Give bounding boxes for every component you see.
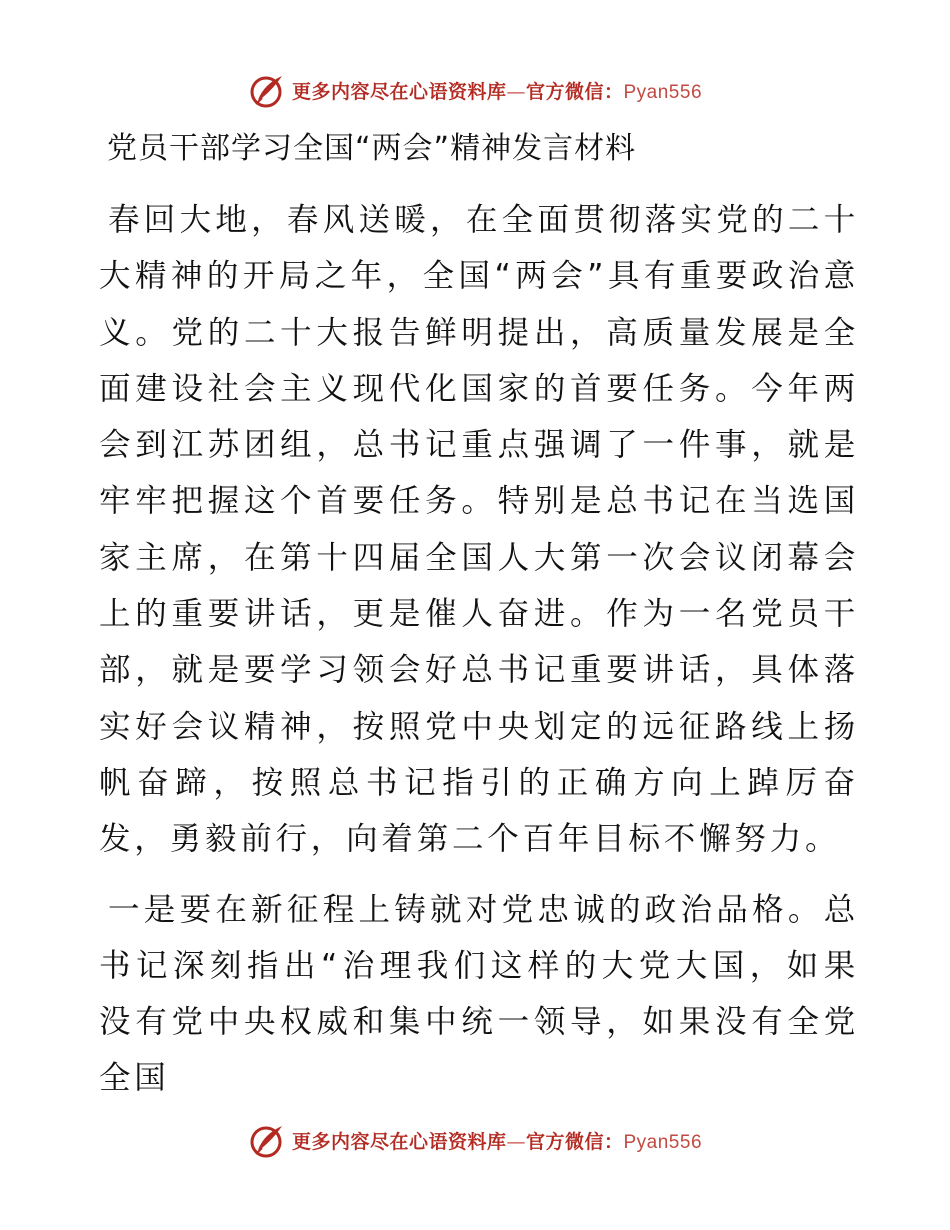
footer-watermark [0, 1118, 950, 1162]
watermark-site-text: 更多内容尽在心语资料库 [291, 1130, 507, 1153]
watermark-wechat-id: Pyan556 [623, 81, 703, 103]
watermark-separator: — [506, 80, 526, 103]
watermark-separator: — [506, 1130, 526, 1153]
watermark-text [292, 1127, 702, 1154]
paragraph-intro: 春回大地，春风送暖，在全面贯彻落实党的二十大精神的开局之年，全国“两会”具有重要政治意义。党的二十大报告鲜明提出，高质量发展是全面建设社会主义现代化国家的首要任务。今年两会到江苏团组，总书记重点强调了一件事，就是牢牢把握这个首要任务。特别是总书记在当选国家主席，在第十四届全国人大第一次会议闭幕会上的重要讲话，更是催人奋进。作为一名党员干部，就是要学习领会好总书记重要讲话，具体落实好会议精神，按照党中央划定的远征路线上扬帆奋蹄，按照总书记指引的正确方向上踔厉奋发，勇毅前行，向着第二个百年目标不懈努力。 [99, 202, 859, 858]
watermark-text [292, 77, 702, 104]
document-title: 党员干部学习全国“两会”精神发言材料 [107, 131, 637, 166]
header-watermark [0, 68, 950, 112]
paragraph-point-one: 一是要在新征程上铸就对党忠诚的政治品格。总书记深刻指出“治理我们这样的大党大国，如果没有党中央权威和集中统一领导，如果没有全党全国 [99, 891, 859, 1097]
watermark-wechat-id: Pyan556 [623, 1131, 703, 1153]
quill-pen-logo-icon [248, 1120, 288, 1160]
watermark-wechat-label: 官方微信： [525, 1130, 624, 1153]
watermark-wechat-label: 官方微信： [525, 80, 624, 103]
watermark-site-text: 更多内容尽在心语资料库 [291, 80, 507, 103]
document-body [99, 120, 859, 1121]
quill-pen-logo-icon [248, 70, 288, 110]
